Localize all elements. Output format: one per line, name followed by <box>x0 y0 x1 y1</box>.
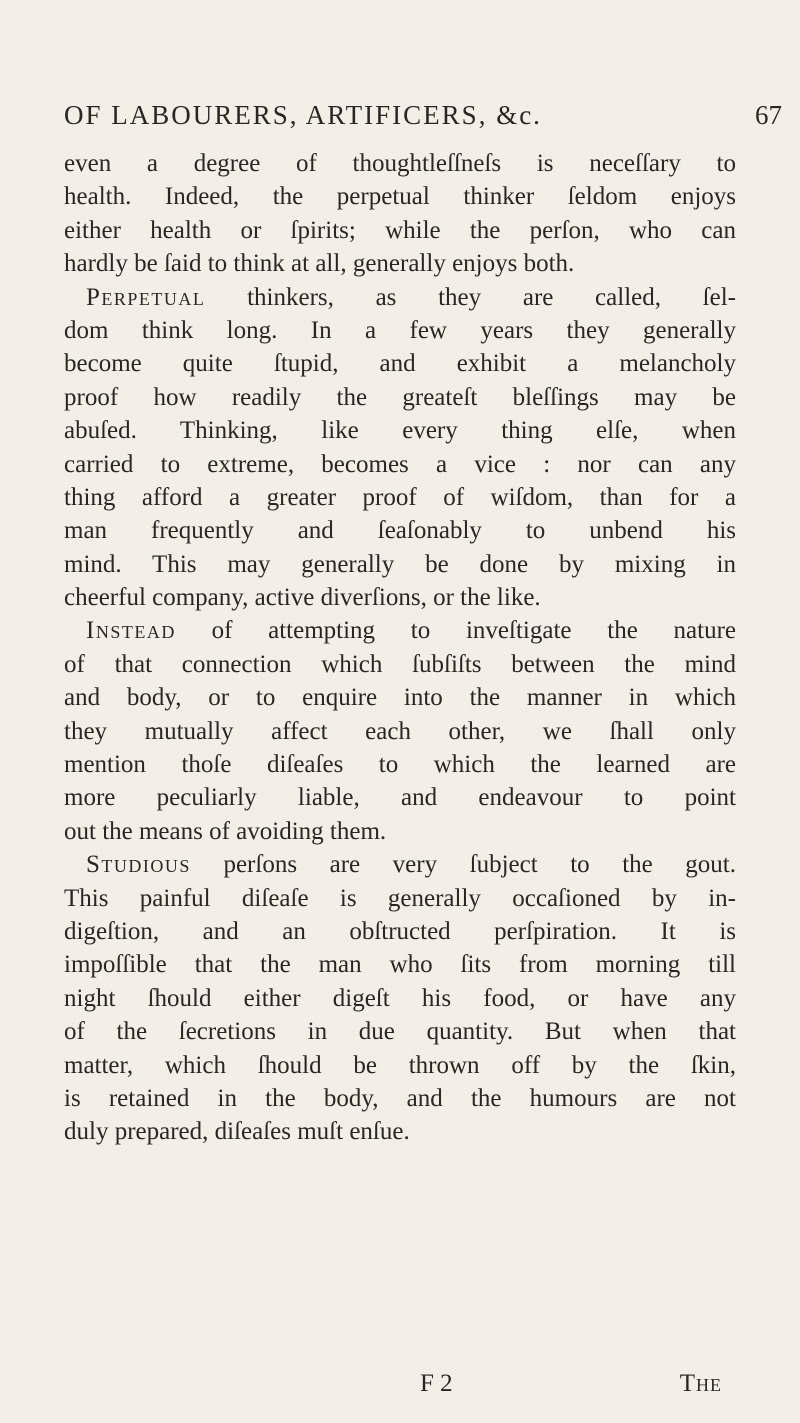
text-line: night ſhould either digeſt his food, or have any <box>64 984 736 1012</box>
line-rest: thinkers, as they are called, ſel- <box>205 283 736 311</box>
text-line: This painful diſeaſe is generally occaſioned by in- <box>64 884 736 912</box>
text-line: of that connection which ſubſiſts between the mind <box>64 650 736 678</box>
lead-word: Studious <box>86 851 191 879</box>
text-line: dom think long. In a few years they generally <box>64 316 736 344</box>
page-footer <box>64 1370 736 1406</box>
text-line: of the ſecretions in due quantity. But when that <box>64 1018 736 1046</box>
text-line: matter, which ſhould be thrown off by the ſkin, <box>64 1051 736 1079</box>
signature-mark: F 2 <box>420 1370 453 1397</box>
text-line: impoſſible that the man who ſits from morning till <box>64 951 736 979</box>
text-line: either health or ſpirits; while the perſon, who can <box>64 216 736 244</box>
text-line: man frequently and ſeaſonably to unbend his <box>64 517 736 545</box>
text-line: is retained in the body, and the humours are not <box>64 1084 736 1112</box>
text-line: thing afford a greater proof of wiſdom, than for a <box>64 483 736 511</box>
lead-word: Perpetual <box>86 283 206 311</box>
page-number: 67 <box>755 100 782 130</box>
text-line: mind. This may generally be done by mixing in <box>64 550 736 578</box>
paragraph-start-line <box>64 848 736 881</box>
text-line: cheerful company, active diverſions, or the like. <box>64 584 541 612</box>
text-line: and body, or to enquire into the manner in which <box>64 684 736 712</box>
text-line: hardly be ſaid to think at all, generally enjoys both. <box>64 250 575 278</box>
catchword-text: The <box>679 1370 722 1397</box>
catchword <box>680 1370 722 1398</box>
line-rest: perſons are very ſubject to the gout. <box>190 851 736 879</box>
text-line: health. Indeed, the perpetual thinker ſeldom enjoys <box>64 183 736 211</box>
text-line: abuſed. Thinking, like every thing elſe, when <box>64 417 736 445</box>
text-line: duly prepared, diſeaſes muſt enſue. <box>64 1118 410 1146</box>
text-line: more peculiarly liable, and endeavour to point <box>64 784 736 812</box>
text-line: even a degree of thoughtleſſneſs is neceſſary to <box>64 150 736 177</box>
lead-word: Instead <box>86 617 176 645</box>
paragraph-start-line <box>64 281 736 314</box>
text-line: mention thoſe diſeaſes to which the learned are <box>64 751 736 779</box>
text-line: out the means of avoiding them. <box>64 817 387 845</box>
line-rest: of attempting to inveſtigate the nature <box>175 617 736 645</box>
body-text <box>64 147 736 1149</box>
text-line: carried to extreme, becomes a vice : nor can any <box>64 450 736 478</box>
text-line: they mutually affect each other, we ſhall only <box>64 717 736 745</box>
text-line: digeſtion, and an obſtructed perſpiration. It is <box>64 917 736 945</box>
text-line: become quite ſtupid, and exhibit a melancholy <box>64 350 736 378</box>
page-header <box>64 100 782 140</box>
running-head: OF LABOURERS, ARTIFICERS, &c. <box>64 100 542 130</box>
paragraph-start-line <box>64 614 736 647</box>
text-line: proof how readily the greateſt bleſſings may be <box>64 383 736 411</box>
